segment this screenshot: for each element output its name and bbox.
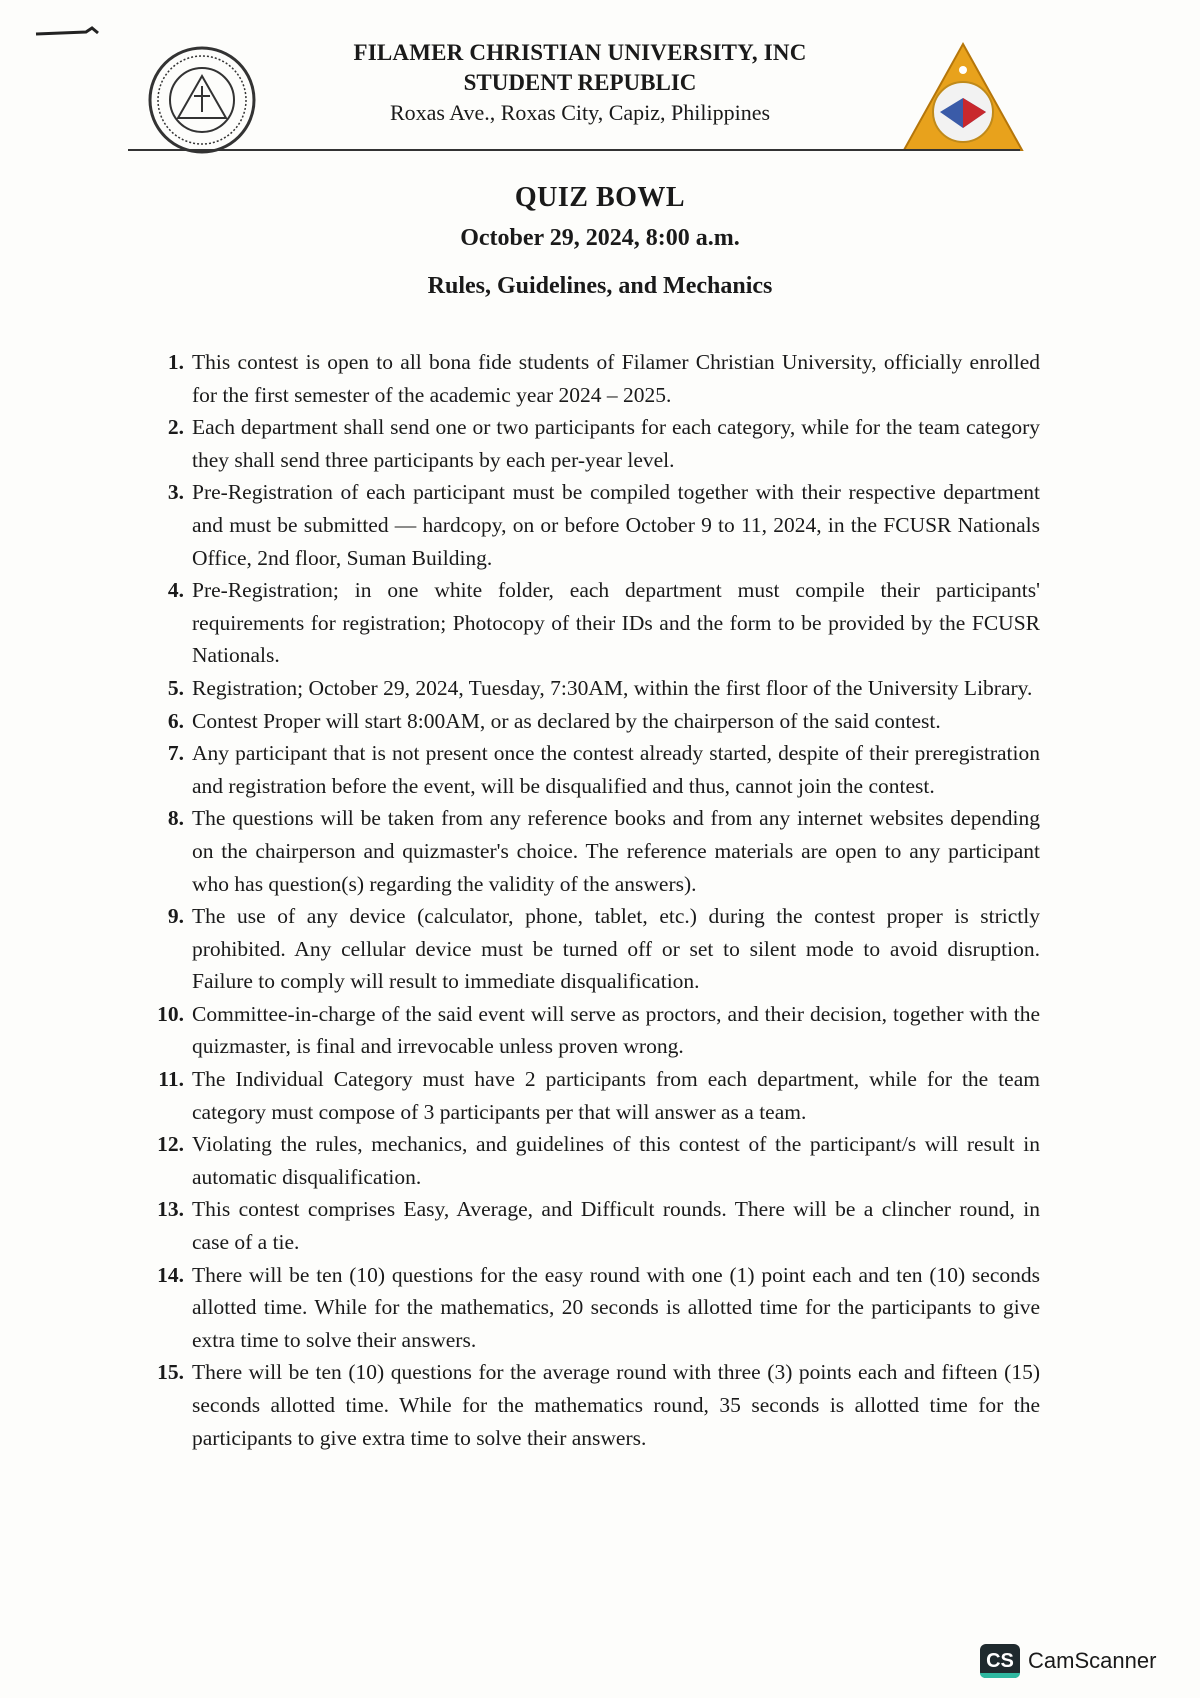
rule-number: 8.	[167, 806, 184, 831]
camscanner-label: CamScanner	[1028, 1648, 1157, 1673]
letterhead-text	[280, 38, 880, 128]
rule-item	[140, 900, 1040, 998]
header-divider	[128, 149, 1020, 151]
rule-text: The Individual Category must have 2 participants from each department, while for the team category must compose of 3 participants per that will answer as a team.	[192, 1067, 1040, 1124]
rule-number: 15.	[157, 1360, 184, 1385]
address: Roxas Ave., Roxas City, Capiz, Philippines	[389, 100, 771, 125]
rule-text: Committee-in-charge of the said event will serve as proctors, and their decision, together with the quizmaster, is final and irrevocable unless proven wrong.	[192, 1001, 1040, 1059]
rule-text: Registration; October 29, 2024, Tuesday, 7:30AM, within the first floor of the University Library.	[192, 675, 1033, 700]
rule-number: 2.	[167, 415, 184, 440]
rule-item	[140, 737, 1040, 802]
rule-item	[140, 1063, 1040, 1128]
rule-number: 7.	[167, 741, 184, 766]
rule-item	[140, 802, 1040, 900]
rule-text: This contest is open to all bona fide students of Filamer Christian University, officially enrolled for the first semester of the academic year 2024 – 2025.	[192, 350, 1040, 407]
rule-item	[140, 574, 1040, 672]
rule-text: This contest comprises Easy, Average, and Difficult rounds. There will be a clincher round, in case of a tie.	[192, 1197, 1040, 1255]
rule-number: 12.	[157, 1132, 184, 1157]
rule-item	[140, 1259, 1040, 1357]
rule-item	[140, 476, 1040, 574]
rule-item	[140, 346, 1040, 411]
rule-number: 3.	[167, 480, 184, 505]
rule-number: 14.	[157, 1262, 184, 1287]
rule-item	[140, 672, 1040, 705]
rule-text: There will be ten (10) questions for the easy round with one (1) point each and ten (10) seconds allotted time. While for the mathematics, 20 seconds is allotted time for the participants to give extra time to solve their answers.	[192, 1262, 1040, 1352]
rule-item	[140, 411, 1040, 476]
rule-text: There will be ten (10) questions for the average round with three (3) points each and fifteen (15) seconds allotted time. While for the mathematics round, 35 seconds is allotted time for the participants to give extra time to solve their answers.	[192, 1360, 1040, 1450]
rule-number: 13.	[157, 1197, 184, 1222]
rule-item	[140, 998, 1040, 1063]
rule-number: 1.	[167, 350, 184, 374]
title-block	[0, 180, 1200, 302]
rule-number: 9.	[167, 904, 184, 929]
rule-number: 10.	[157, 1001, 184, 1026]
rule-text: The questions will be taken from any reference books and from any internet websites depending on the chairperson and quizmaster's choice. The reference materials are open to any participant who has question(s) regarding the validity of the answers).	[192, 806, 1040, 896]
rule-number: 6.	[167, 708, 184, 733]
rule-text: Any participant that is not present once the contest already started, despite of their preregistration and registration before the event, will be disqualified and thus, cannot join the contest.	[192, 741, 1040, 798]
student-republic-logo-icon	[900, 40, 1026, 154]
rule-text: Contest Proper will start 8:00AM, or as declared by the chairperson of the said contest.	[192, 708, 941, 733]
rule-item	[140, 705, 1040, 738]
rule-number: 11.	[158, 1067, 184, 1092]
rule-text: Pre-Registration of each participant must be compiled together with their respective department and must be submitted — hardcopy, on or before October 9 to 11, 2024, in the FCUSR Nationals Office, 2nd floor, Suman Building.	[192, 480, 1040, 570]
rule-item	[140, 1128, 1040, 1193]
page-title: QUIZ BOWL	[514, 182, 686, 213]
rule-text: The use of any device (calculator, phone, tablet, etc.) during the contest proper is strictly prohibited. Any cellular device must be turned off or set to silent mode to avoid disruption. Failure to comply will result to immediate disqualification.	[192, 904, 1040, 994]
camscanner-logo-icon: CS	[980, 1644, 1020, 1678]
rule-number: 4.	[167, 578, 184, 603]
rules-list	[140, 346, 1040, 1454]
event-date: October 29, 2024, 8:00 a.m.	[460, 225, 740, 251]
section-subtitle: Rules, Guidelines, and Mechanics	[427, 273, 773, 299]
organization-name: STUDENT REPUBLIC	[463, 70, 697, 95]
camscanner-watermark	[980, 1644, 1156, 1678]
letterhead	[0, 36, 1200, 156]
university-seal-icon	[146, 44, 258, 156]
rule-item	[140, 1193, 1040, 1258]
rule-text: Pre-Registration; in one white folder, each department must compile their participants' requirements for registration; Photocopy of their IDs and the form to be provided by the FCUSR Nationals.	[192, 578, 1040, 668]
rule-text: Each department shall send one or two participants for each category, while for the team category they shall send three participants by each per-year level.	[192, 415, 1040, 472]
university-name: FILAMER CHRISTIAN UNIVERSITY, INC	[353, 40, 807, 65]
rule-item	[140, 1356, 1040, 1454]
rule-number: 5.	[167, 675, 184, 700]
rule-text: Violating the rules, mechanics, and guidelines of this contest of the participant/s will result in automatic disqualification.	[192, 1132, 1040, 1189]
